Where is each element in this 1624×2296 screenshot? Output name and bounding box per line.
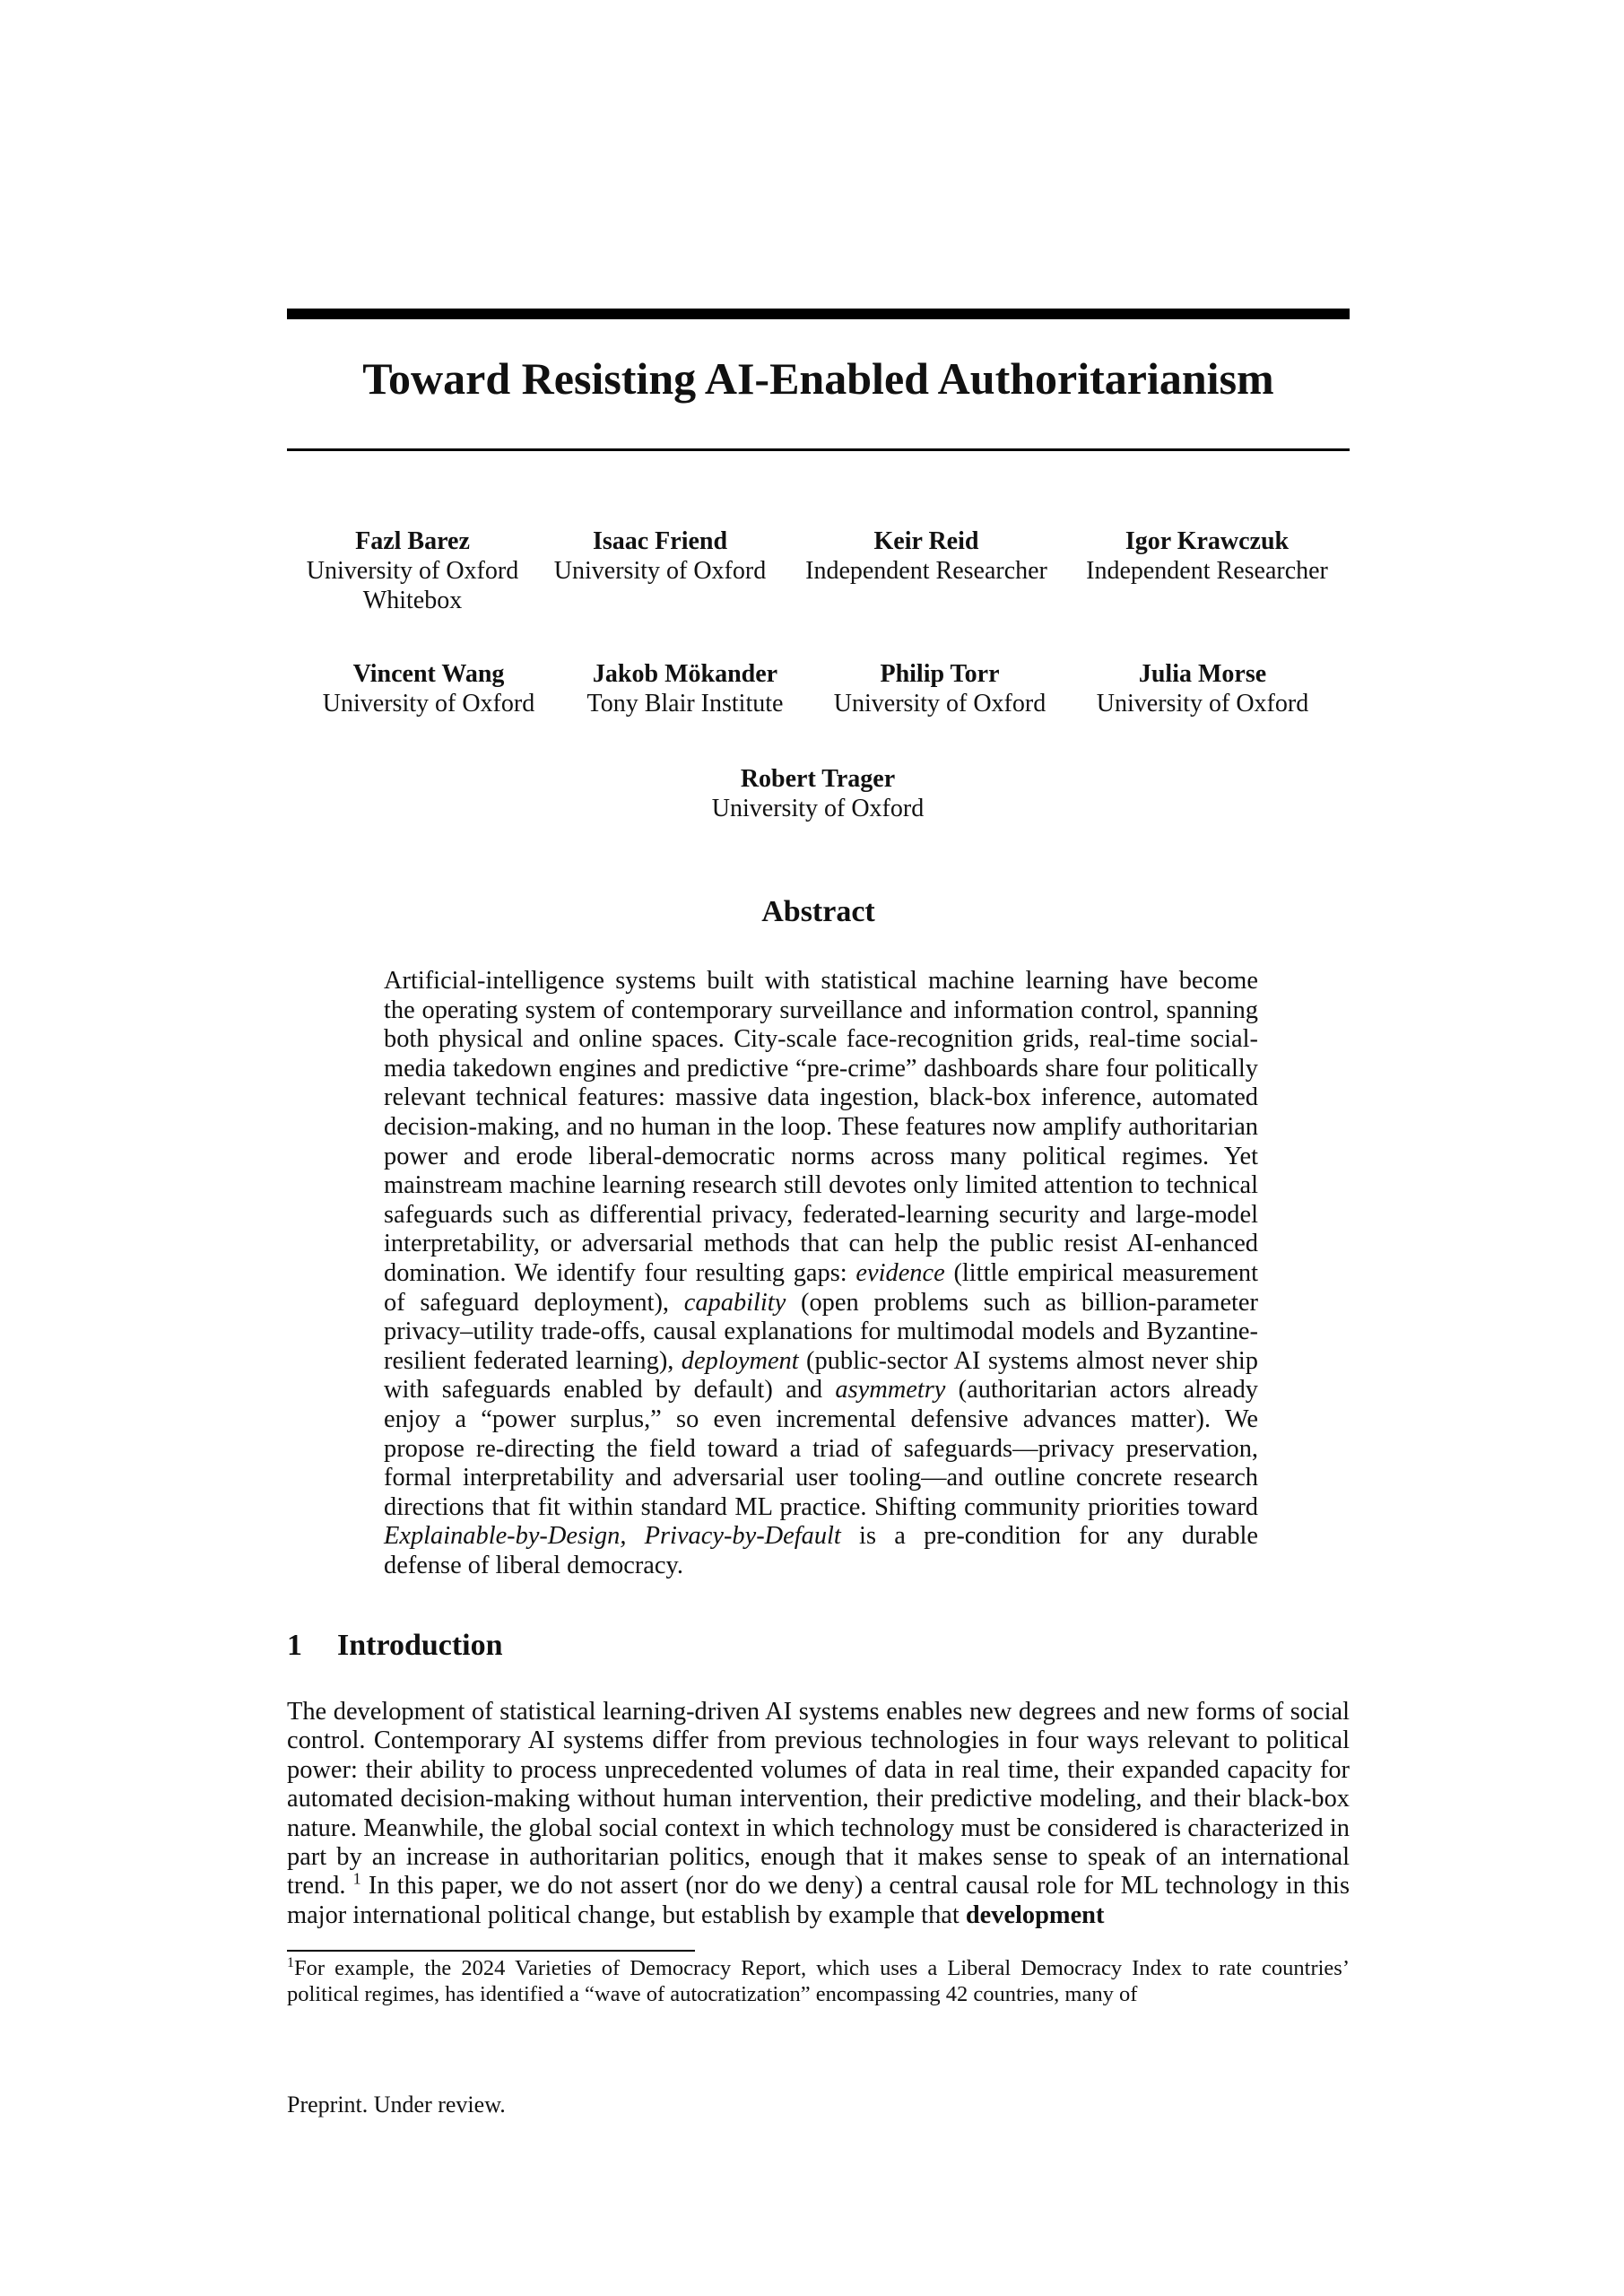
footnote-mark: 1 (287, 1954, 294, 1970)
author-block (699, 764, 936, 823)
author-affiliation: University of Oxford (553, 557, 767, 585)
introduction-paragraph (287, 1698, 1350, 1930)
author-name: Igor Krawczuk (1125, 527, 1290, 555)
abstract-heading: Abstract (761, 895, 875, 928)
author-block (1074, 526, 1340, 586)
abstract-segment: Artificial-intelligence systems built with statistical machine learning have become the operating system of contemporary surveillance and information control, spanning both physical and online spaces. City-scale face-recognition grids, real-time social-media takedown engines and predictive “pre-crime” dashboards share four politically relevant technical features: massive data ingestion, black-box inference, automated decision-making, and no human in the loop. These features now amplify authoritarian power and erode liberal-democratic norms across many political regimes. Yet mainstream machine learning research still devotes only limited attention to technical safeguards such as differential privacy, federated-learning security and large-model interpretability, or adversarial methods that can help the public resist AI-enhanced domination. We identify four resulting gaps: (384, 967, 1258, 1287)
footnote-text: For example, the 2024 Varieties of Democracy Report, which uses a Liberal Democracy Index to rate countries’ political regimes, has identified a “wave of autocratization” encompassing 42 countries, many of (287, 1956, 1350, 2006)
author-name: Robert Trager (740, 765, 896, 793)
abstract-emphasis: capability (683, 1288, 786, 1317)
abstract-segment: (authoritarian actors already enjoy a “power surplus,” so even incremental defensive advances matter). We propose re-directing the field toward a triad of safeguards—privacy preservation, formal interpretability and adversarial user tooling—and outline concrete research directions that fit within standard ML practice. Shifting community priorities toward (384, 1376, 1258, 1521)
abstract-segment: (public-sector AI systems almost never ship with safeguards enabled by default) and (384, 1346, 1258, 1405)
intro-bold-term: development (965, 1900, 1105, 1929)
author-affiliation: University of Oxford (322, 690, 535, 718)
author-affiliation: Independent Researcher (805, 557, 1047, 585)
author-affiliation: Whitebox (362, 587, 463, 614)
author-block (544, 526, 776, 586)
author-block (1088, 659, 1317, 718)
author-affiliation: University of Oxford (711, 795, 925, 822)
section-title: Introduction (337, 1629, 503, 1662)
author-name: Isaac Friend (592, 527, 728, 555)
preprint-notice: Preprint. Under review. (287, 2092, 506, 2118)
abstract-segment: (open problems such as billion-parameter privacy–utility trade-offs, causal explanations for multimodal models and Byzantine-resilient federated learning), (384, 1288, 1258, 1375)
section-number: 1 (287, 1629, 302, 1662)
abstract-emphasis: asymmetry (835, 1376, 946, 1405)
author-affiliation: University of Oxford (833, 690, 1046, 718)
footnote-marker[interactable]: 1 (352, 1869, 361, 1888)
author-block (314, 659, 543, 718)
paper-title: Toward Resisting AI-Enabled Authoritarianism (362, 353, 1274, 404)
footnote (287, 1955, 1350, 2007)
author-name: Vincent Wang (352, 660, 505, 688)
title-top-rule (287, 309, 1350, 319)
abstract-emphasis: deployment (681, 1346, 799, 1375)
author-block (300, 526, 525, 615)
abstract-emphasis: evidence (855, 1258, 945, 1287)
abstract-emphasis: Explainable-by-Design, Privacy-by-Default (384, 1522, 841, 1551)
author-name: Julia Morse (1138, 660, 1267, 688)
footnote-rule (287, 1950, 695, 1952)
author-name: Philip Torr (880, 660, 1000, 688)
intro-segment: The development of statistical learning-driven AI systems enables new degrees and new forms of social control. Contemporary AI systems differ from previous technologies in four ways relevant to political power: their ability to process unprecedented volumes of data in real time, their expanded capacity for automated decision-making without human intervention, their predictive modeling, and their black-box nature. Meanwhile, the global social context in which technology must be considered is characterized in part by an increase in authoritarian politics, enough that it makes sense to speak of an international trend. (287, 1698, 1350, 1900)
abstract-segment: (little empirical measurement of safeguard deployment), (384, 1258, 1258, 1317)
author-affiliation: University of Oxford (1096, 690, 1309, 718)
abstract-text (384, 967, 1258, 1580)
author-name: Keir Reid (873, 527, 979, 555)
author-block (794, 526, 1059, 586)
author-affiliation: Tony Blair Institute (586, 690, 784, 718)
title-bottom-rule (287, 448, 1350, 451)
author-block (574, 659, 796, 718)
abstract-segment: is a pre-condition for any durable defense of liberal democracy. (384, 1522, 1259, 1579)
author-name: Fazl Barez (355, 527, 470, 555)
section-heading (287, 1629, 503, 1663)
intro-segment: In this paper, we do not assert (nor do we deny) a central causal role for ML technology in this major international political change, but establish by example that (287, 1872, 1350, 1929)
author-block (825, 659, 1055, 718)
author-affiliation: University of Oxford (306, 557, 519, 585)
author-affiliation: Independent Researcher (1086, 557, 1328, 585)
author-name: Jakob Mökander (592, 660, 778, 688)
